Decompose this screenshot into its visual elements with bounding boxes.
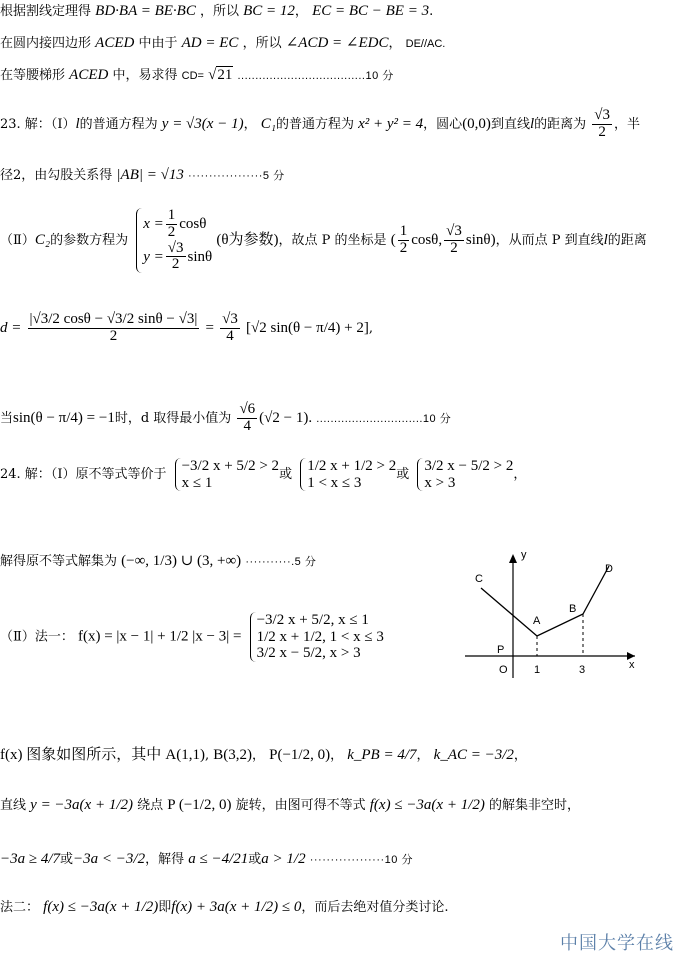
text: ，所以 [199,4,239,19]
piece-2: 1/2 x + 1/2, 1 < x ≤ 3 [256,628,384,645]
label-p: P [497,644,505,656]
q23-minimum: 当sin(θ − π/4) = −1时，d 取得最小值为 $\frac{√6}{4}$ (√2 − 1). ..............................10 分 [0,401,452,434]
case-3: 3/2 x − 5/2 > 2 x > 3 [417,458,513,491]
label-b: B [569,603,577,615]
text: 绕点 [137,798,164,813]
q23-line1: 23. 解：（Ⅰ）l的普通方程为 y = √3(x − 1)， C₁的普通方程为 x² + y² = 4，圆心(0,0)到直线l的距离为 $\frac{√3}{2}$ ，半 [0,107,641,140]
text: 径2，由勾股关系得 [0,168,113,183]
case-2: 1/2 x + 1/2 > 2 1 < x ≤ 3 [300,458,396,491]
label-y: y [521,549,527,561]
math-aced: ACED [69,67,109,83]
param-system: x = $\frac{1}{2}$ cosθ y = $\frac{√3}{2}$ sinθ [136,208,212,273]
question-number: 24. 解： [0,467,51,482]
text: 的普通方程为 [79,116,158,132]
part-label: （Ⅱ） [0,233,35,248]
math-fx: f(x) = |x − 1| + 1/2 |x − 3| = [77,628,242,645]
q24-part1: 24. 解：（Ⅰ）原不等式等价于 −3/2 x + 5/2 > 2 x ≤ 1 或 1/2 x + 1/2 > 2 1 < x ≤ 3 或 3/2 x − 5/2 > 2 x > 3 ， [0,458,527,491]
math-bd-ba: BD·BA = BE·BC [95,3,196,19]
math-solution: (−∞, 1/3) ∪ (3, +∞) [121,553,242,569]
math-min: (√2 − 1). [259,409,313,426]
math-c1: C₁ [260,115,276,132]
text: 图可得不等式 [287,798,366,813]
math-sin-expr: sin(θ − π/4) = −1 [13,409,115,426]
math-line: y = −3a(x + 1/2) [30,797,133,813]
text: 法二： [0,900,40,915]
case-1: −3/2 x + 5/2 > 2 x ≤ 1 [175,458,279,491]
q24-conditions: −3a ≥ 4/7或−3a < −3/2，解得 a ≤ −4/21或a > 1/2 ··················10 分 [0,851,413,867]
text: ，圆心 [423,116,463,132]
math-line-eq: y = √3(x − 1) [161,115,244,132]
text: 解得原不等式解集为 [0,554,118,569]
point-p: P (−1/2, 0) [167,797,232,813]
function-graph [455,548,655,688]
q24-graph-desc: f(x) 图象如图所示，其中 A(1,1), B(3,2)， P(−1/2, 0)， k_PB = 4/7， k_AC = −3/2， [0,747,527,763]
math-a1: a ≤ −4/21 [188,851,249,867]
y-axis-arrow-icon [509,554,517,563]
tick-3: 3 [579,664,586,676]
score-dots: ···········.5 分 [245,556,317,568]
math-bracket: [√2 sin(θ − π/4) + 2] [246,319,369,336]
distance-fraction: $\frac{|√3/2 \cos\theta - √3/2 \sin\theta - √3|}{2}$ [29,311,198,344]
math-ab: |AB| = √13 [116,167,184,183]
text: 直线 [0,798,27,813]
text: ，所以 [242,36,282,51]
question-number: 23. 解： [0,116,51,132]
text: 中由于 [138,36,178,51]
label-o: O [499,664,508,676]
piece-3: 3/2 x − 5/2, x > 3 [256,645,361,661]
score-dots: ..............................10 分 [316,412,452,425]
math-ineq: f(x) ≤ −3a(x + 1/2) [369,797,485,813]
text: 的参数方程为 [50,233,129,248]
math-sqrt21: 21 [217,67,233,83]
text: 即 [158,900,172,915]
text: 时，d 取得最小值为 [114,410,232,426]
q23-part2: （Ⅱ）C₂的参数方程为 x = $\frac{1}{2}$ cosθ y = $\frac{√3}{2}$ sinθ (θ为参数)，故点 P 的坐标是 ( $\frac{1}{2}$ cosθ, $\frac{√3}{2}$ sinθ)，从而点 P 到直线l的距离 [0,207,647,273]
math-c2: C₂ [34,232,51,248]
part-label: （Ⅰ） [50,116,76,132]
text: 的距离为 [534,116,587,132]
text: 在等腰梯形 [0,68,66,83]
point-a: A(1,1) [165,747,205,763]
graph-polyline [481,566,609,636]
text-de-parallel: DE//AC. [405,38,446,50]
point-b: B(3,2) [213,747,252,763]
text: （Ⅱ）法一： [0,629,74,645]
text: 的解集非空时， [489,798,581,813]
math-bc: BC = 12 [243,3,295,19]
point-p: P(−1/2, 0) [269,747,331,763]
text: ，半 [614,116,641,132]
label-c: C [475,573,483,585]
math-l: l [529,115,535,132]
q24-part2-piecewise [0,612,384,662]
q24-solution-set [0,552,316,571]
score-dots: ....................................10 分 [237,70,394,82]
math-a2: a > 1/2 [261,851,306,867]
text: ，解得 [145,852,185,867]
text: 中，易求得 [112,68,178,83]
text: 根据割线定理得 [0,4,92,19]
score-dots: ··················10 分 [309,854,413,866]
piece-1: −3/2 x + 5/2, x ≤ 1 [256,612,369,628]
label-d: D [605,563,613,575]
q24-method2 [0,898,449,917]
q23-line2 [0,166,285,185]
text-cd: CD= [181,70,204,82]
line-secant-theorem: 根据割线定理得 BD·BA = BE·BC ，所以 BC = 12， EC = BC − BE = 3. [0,3,434,19]
q23-distance-formula: d = $\frac{|√3/2 \cos\theta - √3/2 \sin\theta - √3|}{2}$ = $\frac{√3}{4}$ [√2 sin(θ − π/4) + 2], [0,311,373,344]
label-x: x [629,659,635,671]
label-a: A [533,615,541,627]
text: ，从而点 P 到直线 [495,233,604,248]
math-cond2: −3a < −3/2 [73,851,146,867]
math-ad-ec: AD = EC [181,35,239,51]
text: ，而后去绝对值分类讨论. [301,900,449,915]
math-circle-eq: x² + y² = 4 [358,115,424,132]
math-m2a: f(x) ≤ −3a(x + 1/2) [43,899,159,915]
fraction-sqrt3-over-2: $\frac{√3}{2}$ [594,107,611,140]
text: 旋转，由 [235,798,288,813]
line-trapezoid: 在等腰梯形 ACED 中，易求得 CD= √21 ....................................10 分 [0,67,394,83]
math-ec: EC = BC − BE = 3 [312,3,430,19]
math-angle: ∠ACD = ∠EDC [285,35,389,51]
tick-1: 1 [534,664,541,676]
line-cyclic-quad: 在圆内接四边形 ACED 中由于 AD = EC ，所以 ∠ACD = ∠EDC， DE//AC. [0,35,446,51]
score-dots: ··················5 分 [188,170,285,182]
watermark: 中国大学在线 [560,933,674,954]
piecewise-brace [250,612,384,662]
text: f(x) 图象如图所示，其中 [0,747,162,763]
math-center: (0,0) [462,115,491,132]
math-l: l [75,115,80,132]
math-cond1: −3a ≥ 4/7 [0,851,61,867]
text: 在圆内接四边形 [0,36,92,51]
text: 当 [0,410,14,426]
q24-rotation [0,796,580,815]
math-m2b: f(x) + 3a(x + 1/2) ≤ 0 [171,899,302,915]
math-d: d = [0,319,22,336]
math-aced: ACED [95,35,135,51]
text: 的距离 [607,233,647,248]
slope-pb: k_PB = 4/7 [347,747,417,763]
text: 的普通方程为 [275,116,354,132]
param-note: (θ为参数) [216,232,279,248]
text: ，故点 P 的坐标是 [278,233,387,248]
slope-ac: k_AC = −3/2 [433,747,514,763]
text: 到直线 [490,116,530,132]
text: （Ⅰ）原不等式等价于 [50,467,167,482]
